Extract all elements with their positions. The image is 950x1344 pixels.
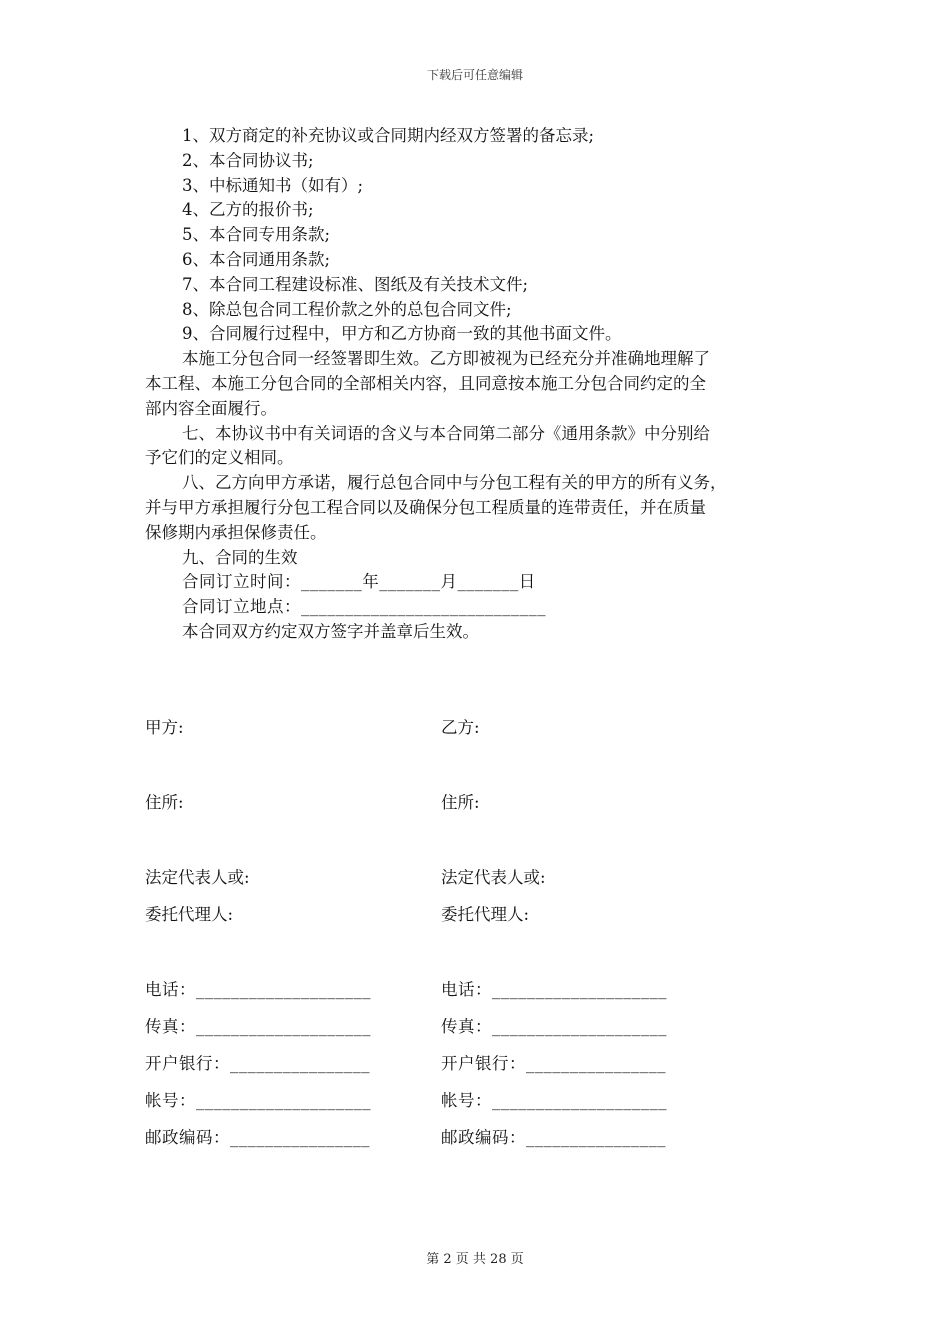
party-b-representative: 法定代表人或: [441,868,546,887]
list-item: 6、本合同通用条款; [182,249,331,269]
paragraph-line: 保修期内承担保修责任。 [145,522,327,542]
party-b-account: 帐号：____________________ [441,1091,667,1110]
list-item: 1、双方商定的补充协议或合同期内经双方签署的备忘录; [182,126,595,145]
paragraph-line: 并与甲方承担履行分包工程合同以及确保分包工程质量的连带责任，并在质量 [145,497,706,517]
effect-statement: 本合同双方约定双方签字并盖章后生效。 [182,621,479,641]
list-item: 3、中标通知书（如有）; [182,175,364,195]
section-9-title: 九、合同的生效 [182,547,298,567]
party-a-agent: 委托代理人: [145,905,234,924]
list-item: 4、乙方的报价书; [182,200,314,220]
party-a-representative: 法定代表人或: [145,868,250,887]
party-a-postcode: 邮政编码：________________ [145,1128,370,1147]
paragraph-line: 七、本协议书中有关词语的含义与本合同第二部分《通用条款》中分别给 [182,423,710,443]
party-a-bank: 开户银行：________________ [145,1054,370,1073]
party-a-fax: 传真：____________________ [145,1017,371,1036]
party-b-fax: 传真：____________________ [441,1017,667,1036]
party-b-postcode: 邮政编码：________________ [441,1128,666,1147]
contract-place-line: 合同订立地点：____________________________ [182,597,546,617]
party-b-agent: 委托代理人: [441,905,530,924]
paragraph-effect [145,347,805,421]
party-b-phone: 电话：____________________ [441,980,667,999]
paragraph-line: 予它们的定义相同。 [145,448,294,468]
party-a-account: 帐号：____________________ [145,1091,371,1110]
paragraph-line: 部内容全面履行。 [145,398,277,418]
paragraph-8 [145,471,805,545]
list-item: 8、除总包合同工程价款之外的总包合同文件; [182,299,512,319]
page-header: 下载后可任意编辑 [426,68,523,82]
list-item: 9、合同履行过程中，甲方和乙方协商一致的其他书面文件。 [182,324,622,344]
list-item: 7、本合同工程建设标准、图纸及有关技术文件; [182,274,529,294]
paragraph-line: 本工程、本施工分包合同的全部相关内容，且同意按本施工分包合同约定的全 [145,373,706,393]
party-b-bank: 开户银行：________________ [441,1054,666,1073]
paragraph-line: 八、乙方向甲方承诺，履行总包合同中与分包工程有关的甲方的所有义务， [182,473,727,493]
document-body [145,124,805,645]
list-item: 5、本合同专用条款; [182,225,331,245]
party-a-phone: 电话：____________________ [145,980,371,999]
page-footer: 第 2 页 共 28 页 [426,1252,524,1267]
paragraph-7 [145,422,805,472]
list-item: 2、本合同协议书; [182,150,314,170]
party-b-address: 住所: [441,793,480,812]
party-a-address: 住所: [145,793,184,812]
party-a-label: 甲方: [145,718,184,737]
contract-date-line: 合同订立时间：_______年_______月_______日 [182,572,536,592]
party-b-label: 乙方: [441,718,480,737]
paragraph-line: 本施工分包合同一经签署即生效。乙方即被视为已经充分并准确地理解了 [182,349,710,369]
